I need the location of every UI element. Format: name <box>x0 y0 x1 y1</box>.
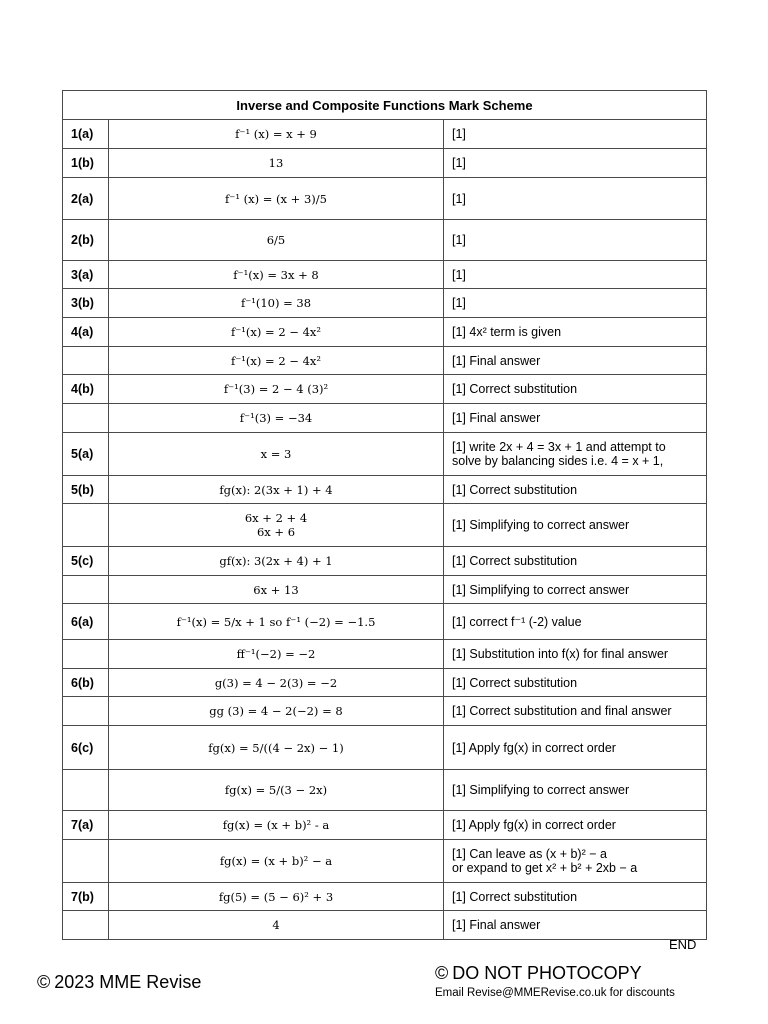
question-number <box>63 640 109 669</box>
copyright-icon: © <box>37 972 51 992</box>
marks-cell: [1] correct f⁻¹ (-2) value <box>444 604 707 640</box>
marks-cell: [1] Correct substitution <box>444 375 707 404</box>
answer-cell: fg(5) = (5 − 6)² + 3 <box>109 883 444 911</box>
answer-cell: f⁻¹ (x) = (x + 3)/5 <box>109 178 444 220</box>
marks-cell: [1] <box>444 261 707 289</box>
marks-cell: [1] Correct substitution <box>444 669 707 697</box>
question-number: 1(b) <box>63 149 109 178</box>
table-row <box>63 149 707 178</box>
answer-cell: 6x + 2 + 4 6x + 6 <box>109 504 444 547</box>
table-row <box>63 318 707 347</box>
table-row <box>63 375 707 404</box>
marks-cell: [1] Simplifying to correct answer <box>444 504 707 547</box>
table-row <box>63 726 707 770</box>
marks-cell: [1] <box>444 149 707 178</box>
marks-cell: [1] Apply fg(x) in correct order <box>444 811 707 840</box>
table-row <box>63 604 707 640</box>
answer-cell: gf(x): 3(2x + 4) + 1 <box>109 547 444 576</box>
table-row <box>63 883 707 911</box>
answer-cell: 13 <box>109 149 444 178</box>
question-number <box>63 770 109 811</box>
table-row <box>63 770 707 811</box>
answer-cell: 6x + 13 <box>109 576 444 604</box>
table-row <box>63 476 707 504</box>
marks-cell: [1] Correct substitution <box>444 476 707 504</box>
table-row <box>63 178 707 220</box>
marks-cell: [1] write 2x + 4 = 3x + 1 and attempt to solve by balancing sides i.e. 4 = x + 1, <box>444 433 707 476</box>
marks-cell: [1] Apply fg(x) in correct order <box>444 726 707 770</box>
question-number: 5(b) <box>63 476 109 504</box>
table-title: Inverse and Composite Functions Mark Scheme <box>63 91 707 120</box>
table-row <box>63 697 707 726</box>
table-row <box>63 261 707 289</box>
table-row <box>63 811 707 840</box>
answer-cell: fg(x) = 5/(3 − 2x) <box>109 770 444 811</box>
marks-cell: [1] Final answer <box>444 911 707 940</box>
question-number: 2(b) <box>63 220 109 261</box>
table-row <box>63 433 707 476</box>
question-number <box>63 347 109 375</box>
table-row <box>63 504 707 547</box>
marks-cell: [1] Correct substitution <box>444 547 707 576</box>
answer-cell: f⁻¹(x) = 2 − 4x² <box>109 347 444 375</box>
marks-cell: [1] <box>444 220 707 261</box>
table-row <box>63 120 707 149</box>
answer-cell: fg(x) = (x + b)² − a <box>109 840 444 883</box>
question-number: 2(a) <box>63 178 109 220</box>
marks-cell: [1] Substitution into f(x) for final answer <box>444 640 707 669</box>
do-not-photocopy-notice <box>435 963 642 984</box>
answer-cell: 4 <box>109 911 444 940</box>
marks-cell: [1] <box>444 178 707 220</box>
answer-cell: x = 3 <box>109 433 444 476</box>
answer-cell: f⁻¹(x) = 3x + 8 <box>109 261 444 289</box>
question-number: 6(a) <box>63 604 109 640</box>
email-note: Email Revise@MMERevise.co.uk for discounts <box>435 987 675 999</box>
marks-cell: [1] Correct substitution <box>444 883 707 911</box>
do-not-photocopy-text: DO NOT PHOTOCOPY <box>452 963 642 983</box>
question-number: 5(a) <box>63 433 109 476</box>
question-number: 4(a) <box>63 318 109 347</box>
table-row <box>63 220 707 261</box>
table-row <box>63 576 707 604</box>
answer-cell: f⁻¹(3) = 2 − 4 (3)² <box>109 375 444 404</box>
answer-cell: f⁻¹(x) = 2 − 4x² <box>109 318 444 347</box>
question-number <box>63 840 109 883</box>
question-number <box>63 911 109 940</box>
question-number: 1(a) <box>63 120 109 149</box>
answer-cell: g(3) = 4 − 2(3) = −2 <box>109 669 444 697</box>
answer-cell: ff⁻¹(−2) = −2 <box>109 640 444 669</box>
answer-cell: f⁻¹ (x) = x + 9 <box>109 120 444 149</box>
table-row <box>63 911 707 940</box>
marks-cell: [1] Correct substitution and final answer <box>444 697 707 726</box>
table-row <box>63 669 707 697</box>
copyright-text: 2023 MME Revise <box>54 972 202 992</box>
answer-cell: f⁻¹(10) = 38 <box>109 289 444 318</box>
end-label: END <box>669 937 697 952</box>
answer-cell: f⁻¹(3) = −34 <box>109 404 444 433</box>
question-number: 7(b) <box>63 883 109 911</box>
table-row <box>63 404 707 433</box>
question-number <box>63 576 109 604</box>
marks-cell: [1] Simplifying to correct answer <box>444 770 707 811</box>
copyright-notice <box>37 972 201 993</box>
marks-cell: [1] <box>444 289 707 318</box>
table-row <box>63 547 707 576</box>
marks-cell: [1] Can leave as (x + b)² − a or expand to get x² + b² + 2xb − a <box>444 840 707 883</box>
marks-cell: [1] Simplifying to correct answer <box>444 576 707 604</box>
answer-cell: f⁻¹(x) = 5/x + 1 so f⁻¹ (−2) = −1.5 <box>109 604 444 640</box>
marks-cell: [1] 4x² term is given <box>444 318 707 347</box>
marks-cell: [1] Final answer <box>444 347 707 375</box>
question-number <box>63 504 109 547</box>
question-number: 3(a) <box>63 261 109 289</box>
copyright-icon: © <box>435 963 449 983</box>
answer-cell: gg (3) = 4 − 2(−2) = 8 <box>109 697 444 726</box>
mark-scheme-table <box>62 90 707 940</box>
table-header-row <box>63 91 707 120</box>
answer-cell: 6/5 <box>109 220 444 261</box>
table-row <box>63 640 707 669</box>
table-row <box>63 840 707 883</box>
question-number <box>63 404 109 433</box>
question-number: 3(b) <box>63 289 109 318</box>
table-row <box>63 347 707 375</box>
table-row <box>63 289 707 318</box>
marks-cell: [1] <box>444 120 707 149</box>
answer-cell: fg(x) = (x + b)² - a <box>109 811 444 840</box>
question-number: 5(c) <box>63 547 109 576</box>
answer-cell: fg(x): 2(3x + 1) + 4 <box>109 476 444 504</box>
question-number: 4(b) <box>63 375 109 404</box>
question-number <box>63 697 109 726</box>
question-number: 6(b) <box>63 669 109 697</box>
marks-cell: [1] Final answer <box>444 404 707 433</box>
question-number: 7(a) <box>63 811 109 840</box>
answer-cell: fg(x) = 5/((4 − 2x) − 1) <box>109 726 444 770</box>
question-number: 6(c) <box>63 726 109 770</box>
